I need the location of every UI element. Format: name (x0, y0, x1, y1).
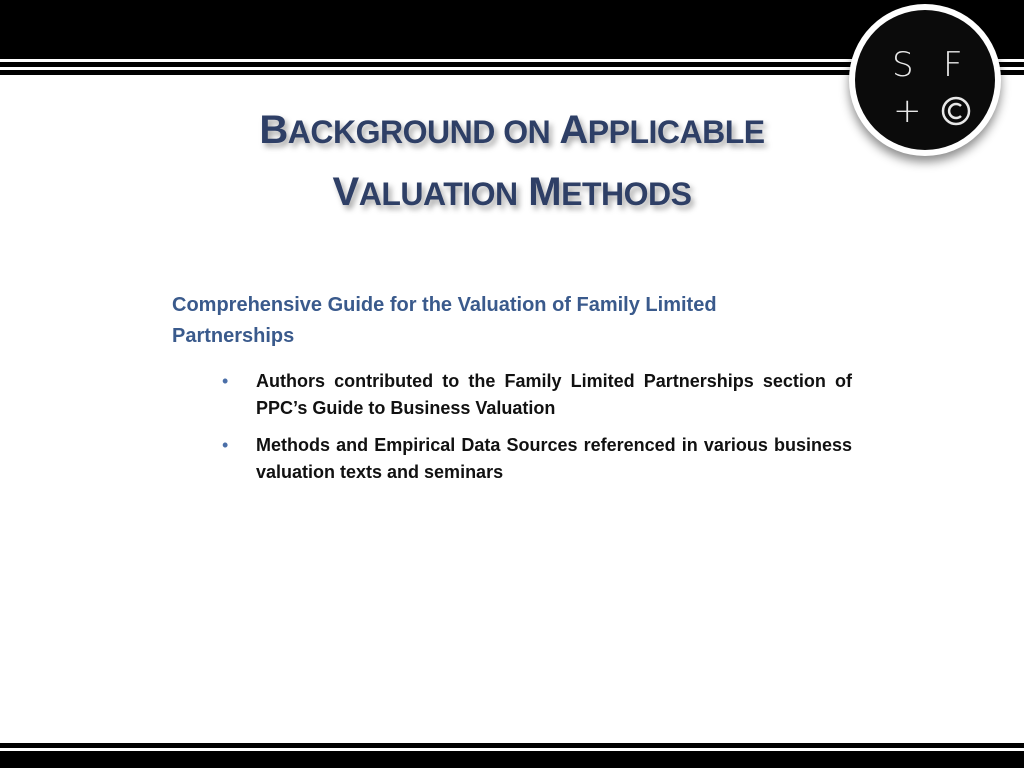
title-word: A (559, 108, 588, 152)
bullet-icon: • (222, 435, 229, 455)
title-word: V (332, 170, 359, 214)
footer-band (0, 751, 1024, 768)
title-word: ALUATION (358, 176, 518, 212)
bullet-item (222, 368, 852, 422)
bullet-icon: • (222, 371, 229, 391)
company-logo (849, 4, 1001, 156)
title-line-2 (160, 162, 864, 224)
title-word: B (259, 108, 288, 152)
bullet-item (222, 432, 852, 486)
logo-plus: + (893, 91, 922, 131)
title-word: PPLICABLE (587, 114, 765, 150)
logo-disc (855, 10, 995, 150)
bullet-text: Methods and Empirical Data Sources referenced in various business valuation texts and seminars (256, 435, 852, 482)
section-subheading: Comprehensive Guide for the Valuation of Family Limited Partnerships (172, 294, 717, 347)
footer-rule (0, 743, 1024, 748)
title-word: ACKGROUND ON (287, 114, 551, 150)
logo-letter-s: S (892, 45, 914, 85)
bullet-list (222, 368, 852, 496)
logo-letter-f: F (943, 45, 963, 85)
title-word: M (528, 170, 562, 214)
slide-title (160, 100, 864, 224)
title-word: ETHODS (561, 176, 692, 212)
title-line-1 (160, 100, 864, 162)
copyright-c-icon (939, 94, 973, 128)
bullet-text: Authors contributed to the Family Limited Partnerships section of PPC’s Guide to Business Valuation (256, 371, 852, 418)
